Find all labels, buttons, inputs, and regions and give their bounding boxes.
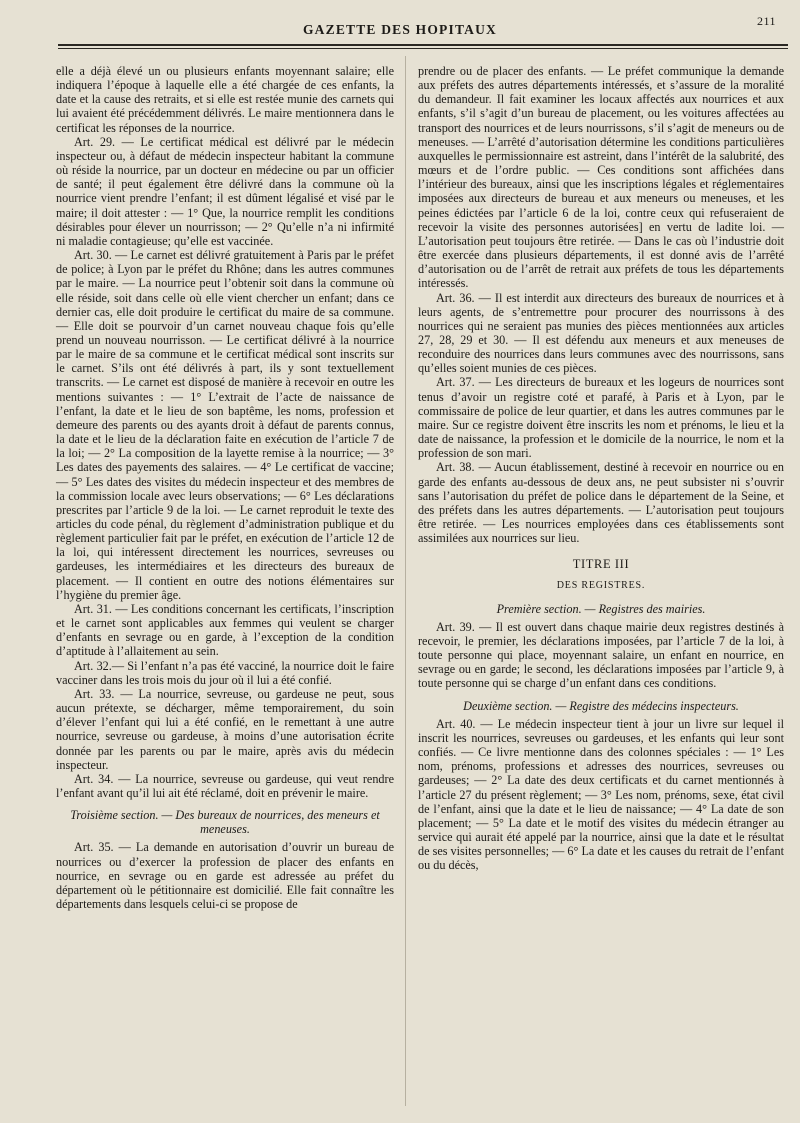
paragraph-art-40: Art. 40. — Le médecin inspecteur tient à jour un livre sur lequel il inscrit les nourrices, sevreuses ou gardeuses, et les enfants qui leur sont confiés. — Ce livre mentionne dans des colonnes spéciales : — 1° Les nom, prénoms, professions et adresses des nourrices, sevreuses ou gardeuses; — 2° La date des deux certificats et du carnet mentionnés à l’article 27 du présent règlement; — 3° Les nom, prénoms, sexe, état civil de l’enfant, ainsi que la date et le lieu de naissance; — 4° La date de son placement; — 5° La date et le motif des visites du médecin étranger au service qui aurait été appelé par la nourrice, ainsi que la date et le résultat de ses visites personnelles; — 6° La date et les causes du retrait de l’enfant ou du décès, xyxy=(418,716,784,873)
right-column xyxy=(418,64,784,872)
paragraph-art-35-end: prendre ou de placer des enfants. — Le préfet communique la demande aux préfets des autres départements intéressés, et s’assure de la moralité du demandeur. Il fait examiner les locaux affectés aux nourrices et aux enfants, s’il s’agit d’un bureau de placement, ou les voitures affectées au transport des nourrices et de leurs nourrissons, s’il s’agit de meneurs ou de meneuses. — L’arrêté d’autorisation détermine les conditions particulières auxquelles le permissionnaire est astreint, dans l’intérêt de la salubrité, des mœurs et de l’ordre public. — Ces conditions sont affichées dans l’intérieur des bureaux, ainsi que les inscriptions légales et réglementaires imposées aux directeurs de bureau et aux meneurs ou meneuses, et les peines édictées par l’article 6 de la loi, contre ceux qui refuseraient de recevoir la visite des personnes autorisées] en vertu de ladite loi. — L’autorisation peut toujours être retirée. — Dans le cas où l’industrie doit être exercée dans plusieurs départements, il est donné avis de l’arrêté d’autorisation ou de l’arrêt de retrait aux préfets de tous les départements intéressés. xyxy=(418,64,784,291)
header-rule-thin xyxy=(58,48,788,49)
page-number: 211 xyxy=(756,14,776,28)
paragraph-art-31: Art. 31. — Les conditions concernant les certificats, l’inscription et le carnet sont applicables aux femmes qui veulent se charger d’enfants en sevrage ou en garde, à l’exception de la condition d’aptitude à l’allaitement au sein. xyxy=(56,601,394,659)
paragraph-art-29: Art. 29. — Le certificat médical est délivré par le médecin inspecteur ou, à défaut de médecin inspecteur habitant la commune où réside la nourrice, par un docteur en médecine ou par un officier de santé; il peut également être délivré dans la commune où la nourrice vient prendre l’enfant; il est dûment légalisé et visé par le maire; il doit attester : — 1° Que, la nourrice remplit les conditions désirables pour élever un nourrisson; — 2° Qu’elle n’a ni infirmité ni maladie contagieuse; qu’elle est vaccinée. xyxy=(56,134,394,248)
paragraph-art-34: Art. 34. — La nourrice, sevreuse ou gardeuse, qui veut rendre l’enfant avant qu’il lui ait été réclamé, doit en prévenir le maire. xyxy=(56,771,394,800)
paragraph-art-35: Art. 35. — La demande en autorisation d’ouvrir un bureau de nourrices ou d’exercer la profession de placer des enfants en nourrice, en sevrage ou en garde est adressée au préfet du département où le pétitionnaire est domicilié. Elle fait connaître les départements dans lesquels celui-ci se propose de xyxy=(56,840,394,912)
titre-subheading: DES REGISTRES. xyxy=(556,580,646,592)
header-rule-thick xyxy=(58,44,788,46)
titre-heading: TITRE III xyxy=(572,557,630,572)
paragraph-art-30: Art. 30. — Le carnet est délivré gratuitement à Paris par le préfet de police; à Lyon par le préfet du Rhône; dans les autres communes par le maire. — La nourrice peut l’obtenir soit dans la commune où elle réside, soit dans celle où elle vient chercher un enfant; dans ce dernier cas, elle doit produire le certificat du maire de sa commune. — Elle doit se pourvoir d’un carnet nouveau chaque fois qu’elle prend un nouveau nourrisson. — Le certificat délivré à la nourrice par le maire de sa commune et le certificat médical sont inscrits sur le carnet. S’ils ont été délivrés à part, ils y sont textuellement transcrits. — Le carnet est disposé de manière à recevoir en outre les mentions suivantes : — 1° L’extrait de l’acte de naissance de l’enfant, la date et le lieu de son baptême, les noms, profession et demeure des parents ou des ayants droit à défaut de parents connus, la date et le lieu de la déclaration faite en exécution de l’article 7 de la loi; — 2° La composition de la layette remise à la nourrice; — 3° Les dates des payements des salaires. — 4° Le certificat de vaccine; — 5° Les dates des visites du médecin inspecteur et des membres de la commission locale avec leurs observations; — 6° Les déclarations prescrites par l’article 9 de la loi. — Le carnet reproduit le texte des articles du code pénal, du règlement d’administration publique et du règlement particulier fait par le préfet, en exécution de l’article 12 de la loi, qui intéressent directement les nourrices, sevreuses ou gardeuses, les intermédiaires et les directeurs des bureaux de placement. — Il contient en outre des notions élémentaires sur l’hygiène du premier âge. xyxy=(56,248,394,602)
column-divider xyxy=(405,56,406,1106)
section-heading-deuxieme: Deuxième section. — Registre des médecins inspecteurs. xyxy=(463,698,739,713)
section-heading-premiere: Première section. — Registres des mairies. xyxy=(496,601,706,616)
paragraph-art-33: Art. 33. — La nourrice, sevreuse, ou gardeuse ne peut, sous aucun prétexte, se décharger, même temporairement, du soin d’élever l’enfant qui lui a été confié, en le remettant à une autre nourrice, sevreuse ou gardeuse, à moins d’une autorisation écrite donnée par les parents ou par le maire, après avis du médecin inspecteur. xyxy=(56,686,394,772)
paragraph-art-37: Art. 37. — Les directeurs de bureaux et les logeurs de nourrices sont tenus d’avoir un registre coté et parafé, à Paris et à Lyon, par le commissaire de police de leur quartier, et dans les autres communes par le maire. Sur ce registre doivent être inscrits les nom et prénoms, le lieu et la date de naissance, la profession et le domicile de la nourrice, le nom et la profession de son mari. xyxy=(418,375,784,461)
paragraph-art-38: Art. 38. — Aucun établissement, destiné à recevoir en nourrice ou en garde des enfants au-dessous de deux ans, ne peut subsister ni s’ouvrir sans l’autorisation du préfet de police dans le département de la Seine, et des préfets dans les autres départements. — L’autorisation peut toujours être retirée. — Les nourrices employées dans ces établissements sont assimilées aux nourrices sur lieu. xyxy=(418,460,784,546)
paragraph-art-36: Art. 36. — Il est interdit aux directeurs des bureaux de nourrices et à leurs agents, de s’entremettre pour procurer des nourrissons à des nourrices qui ne seraient pas munies des pièces mentionnées aux articles 27, 28, 29 et 30. — Il est défendu aux meneurs et aux meneuses de reconduire des nourrices dans leurs communes avec des nourrissons, sans qu’elles soient munies de ces pièces. xyxy=(418,290,784,376)
running-head: GAZETTE DES HOPITAUX xyxy=(302,22,498,37)
paragraph-art-28-end: elle a déjà élevé un ou plusieurs enfants moyennant salaire; elle indiquera l’époque à laquelle elle a été chargée de ces enfants, la date et la cause des retraits, et si elle est restée munie des carnets qui lui avaient été précédemment délivrés. Le maire mentionnera dans le certificat les réponses de la nourrice. xyxy=(56,64,394,135)
section-heading-troisieme: Troisième section. — Des bureaux de nourrices, des meneurs et meneuses. xyxy=(70,808,380,837)
left-column xyxy=(56,64,394,911)
paragraph-art-39: Art. 39. — Il est ouvert dans chaque mairie deux registres destinés à recevoir, le premier, les déclarations imposées, par l’article 7 de la loi, à toute personne qui place, moyennant salaire, un enfant en nourrice, en sevrage ou en garde; le second, les déclarations imposées par l’article 9, à toute personne qui se charge d’un enfant dans ces conditions. xyxy=(418,619,784,691)
paragraph-art-32: Art. 32.— Si l’enfant n’a pas été vacciné, la nourrice doit le faire vacciner dans les trois mois du jour où il lui a été confié. xyxy=(56,658,394,687)
